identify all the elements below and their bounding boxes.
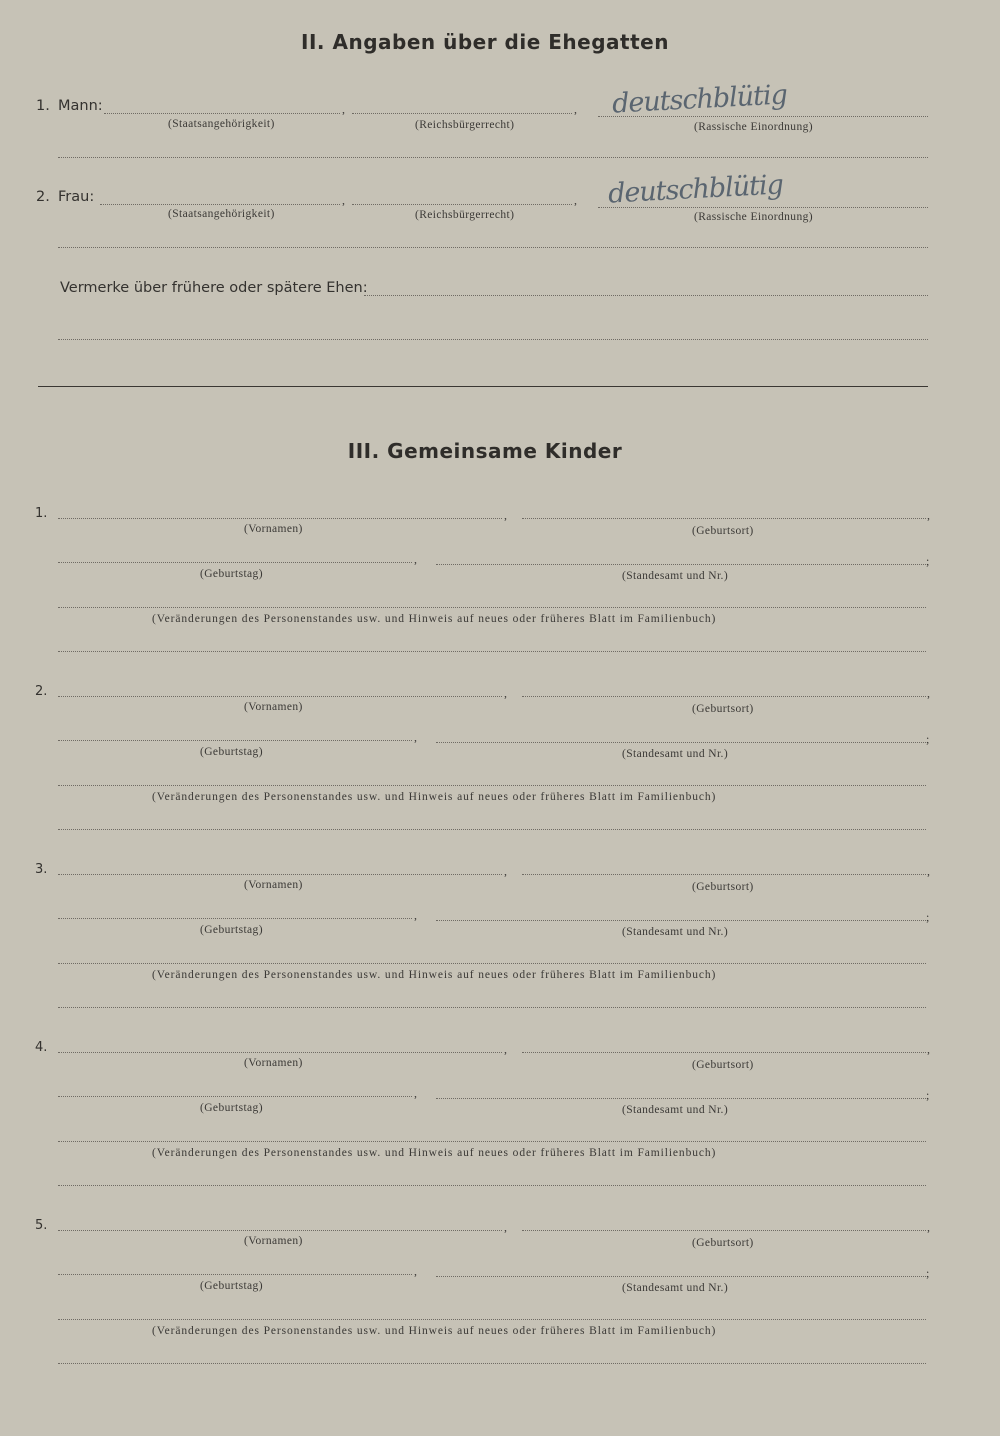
child-changes-label: (Veränderungen des Personenstandes usw. und Hinweis auf neues oder früheres Blatt im Familienbuch) [152, 1147, 717, 1159]
husband-racial-handwriting: deutschblütig [611, 79, 788, 120]
child-comma-3: , [414, 1264, 417, 1278]
child-birthday-field[interactable] [58, 1274, 412, 1275]
child-number: 5. [35, 1218, 48, 1233]
child-comma-3: , [414, 1086, 417, 1100]
child-comma-2: , [927, 1042, 930, 1056]
child-birthplace-label: (Geburtsort) [692, 1059, 754, 1071]
child-registry-label: (Standesamt und Nr.) [622, 1282, 729, 1294]
wife-comma-1: , [342, 193, 345, 207]
child-birthday-field[interactable] [58, 740, 412, 741]
child-birthday-label: (Geburtstag) [200, 1102, 263, 1114]
wife-reich-label: (Reichsbürgerrecht) [415, 209, 515, 221]
child-registry-label: (Standesamt und Nr.) [622, 926, 729, 938]
child-birthplace-field[interactable] [522, 696, 926, 697]
child-changes-extra-line[interactable] [58, 651, 926, 652]
child-changes-extra-line[interactable] [58, 1007, 926, 1008]
child-birthplace-label: (Geburtsort) [692, 525, 754, 537]
child-number: 3. [35, 862, 48, 877]
child-comma-2: , [927, 508, 930, 522]
child-birthday-field[interactable] [58, 918, 412, 919]
child-entry-1 [0, 502, 1000, 680]
child-registry-field[interactable] [436, 564, 926, 565]
remarks-field-1[interactable] [364, 295, 928, 296]
child-birthday-label: (Geburtstag) [200, 924, 263, 936]
child-birthplace-field[interactable] [522, 1230, 926, 1231]
child-changes-field[interactable] [58, 785, 926, 786]
child-birthday-label: (Geburtstag) [200, 1280, 263, 1292]
child-entry-5 [0, 1214, 1000, 1392]
child-given-names-field[interactable] [58, 518, 502, 519]
child-number: 2. [35, 684, 48, 699]
husband-label: Mann: [58, 98, 103, 114]
child-changes-extra-line[interactable] [58, 1363, 926, 1364]
child-comma-1: , [504, 1042, 507, 1056]
child-given-names-label: (Vornamen) [244, 701, 303, 713]
child-entry-4 [0, 1036, 1000, 1214]
child-birthplace-label: (Geburtsort) [692, 881, 754, 893]
child-birthplace-field[interactable] [522, 1052, 926, 1053]
child-semicolon: ; [926, 732, 930, 746]
child-comma-2: , [927, 1220, 930, 1234]
child-changes-field[interactable] [58, 1141, 926, 1142]
child-comma-1: , [504, 1220, 507, 1234]
child-birthday-field[interactable] [58, 562, 412, 563]
child-entry-3 [0, 858, 1000, 1036]
child-changes-extra-line[interactable] [58, 1185, 926, 1186]
wife-racial-handwriting: deutschblütig [607, 169, 784, 210]
child-semicolon: ; [926, 910, 930, 924]
child-comma-1: , [504, 864, 507, 878]
child-given-names-label: (Vornamen) [244, 1235, 303, 1247]
section-divider [38, 386, 928, 387]
child-comma-3: , [414, 730, 417, 744]
child-semicolon: ; [926, 1266, 930, 1280]
child-given-names-field[interactable] [58, 1230, 502, 1231]
wife-extra-line[interactable] [58, 247, 928, 248]
husband-reich-field[interactable] [352, 113, 572, 114]
child-given-names-field[interactable] [58, 1052, 502, 1053]
child-changes-field[interactable] [58, 1319, 926, 1320]
husband-number: 1. [36, 98, 50, 114]
child-changes-field[interactable] [58, 607, 926, 608]
child-comma-3: , [414, 552, 417, 566]
child-changes-label: (Veränderungen des Personenstandes usw. und Hinweis auf neues oder früheres Blatt im Familienbuch) [152, 613, 717, 625]
section-two-title: II. Angaben über die Ehegatten [301, 30, 669, 54]
husband-extra-line[interactable] [58, 157, 928, 158]
child-given-names-field[interactable] [58, 874, 502, 875]
child-birthplace-field[interactable] [522, 518, 926, 519]
wife-racial-label: (Rassische Einordnung) [694, 211, 813, 223]
wife-comma-2: , [574, 193, 577, 207]
child-changes-field[interactable] [58, 963, 926, 964]
child-given-names-label: (Vornamen) [244, 523, 303, 535]
wife-citizenship-field[interactable] [100, 204, 340, 205]
remarks-field-2[interactable] [58, 339, 928, 340]
child-birthplace-label: (Geburtsort) [692, 703, 754, 715]
child-registry-field[interactable] [436, 742, 926, 743]
child-registry-label: (Standesamt und Nr.) [622, 748, 729, 760]
husband-racial-label: (Rassische Einordnung) [694, 121, 813, 133]
child-given-names-field[interactable] [58, 696, 502, 697]
section-three-title: III. Gemeinsame Kinder [347, 439, 623, 463]
child-changes-label: (Veränderungen des Personenstandes usw. und Hinweis auf neues oder früheres Blatt im Familienbuch) [152, 969, 717, 981]
child-changes-extra-line[interactable] [58, 829, 926, 830]
child-birthday-label: (Geburtstag) [200, 746, 263, 758]
child-registry-label: (Standesamt und Nr.) [622, 570, 729, 582]
child-changes-label: (Veränderungen des Personenstandes usw. und Hinweis auf neues oder früheres Blatt im Familienbuch) [152, 791, 717, 803]
child-registry-label: (Standesamt und Nr.) [622, 1104, 729, 1116]
child-comma-2: , [927, 686, 930, 700]
child-changes-label: (Veränderungen des Personenstandes usw. und Hinweis auf neues oder früheres Blatt im Familienbuch) [152, 1325, 717, 1337]
child-number: 4. [35, 1040, 48, 1055]
husband-reich-label: (Reichsbürgerrecht) [415, 119, 515, 131]
husband-comma-1: , [342, 102, 345, 116]
husband-comma-2: , [574, 102, 577, 116]
child-number: 1. [35, 506, 48, 521]
child-birthplace-label: (Geburtsort) [692, 1237, 754, 1249]
child-birthplace-field[interactable] [522, 874, 926, 875]
wife-number: 2. [36, 189, 50, 205]
wife-label: Frau: [58, 189, 95, 205]
child-registry-field[interactable] [436, 1098, 926, 1099]
wife-reich-field[interactable] [352, 204, 572, 205]
child-comma-1: , [504, 508, 507, 522]
child-birthday-field[interactable] [58, 1096, 412, 1097]
child-given-names-label: (Vornamen) [244, 1057, 303, 1069]
child-given-names-label: (Vornamen) [244, 879, 303, 891]
child-registry-field[interactable] [436, 1276, 926, 1277]
child-entry-2 [0, 680, 1000, 858]
child-semicolon: ; [926, 554, 930, 568]
husband-citizenship-field[interactable] [104, 113, 340, 114]
child-semicolon: ; [926, 1088, 930, 1102]
child-comma-1: , [504, 686, 507, 700]
husband-citizenship-label: (Staatsangehörigkeit) [168, 118, 275, 130]
remarks-label: Vermerke über frühere oder spätere Ehen: [60, 280, 368, 296]
child-registry-field[interactable] [436, 920, 926, 921]
wife-citizenship-label: (Staatsangehörigkeit) [168, 208, 275, 220]
child-comma-3: , [414, 908, 417, 922]
child-comma-2: , [927, 864, 930, 878]
child-birthday-label: (Geburtstag) [200, 568, 263, 580]
